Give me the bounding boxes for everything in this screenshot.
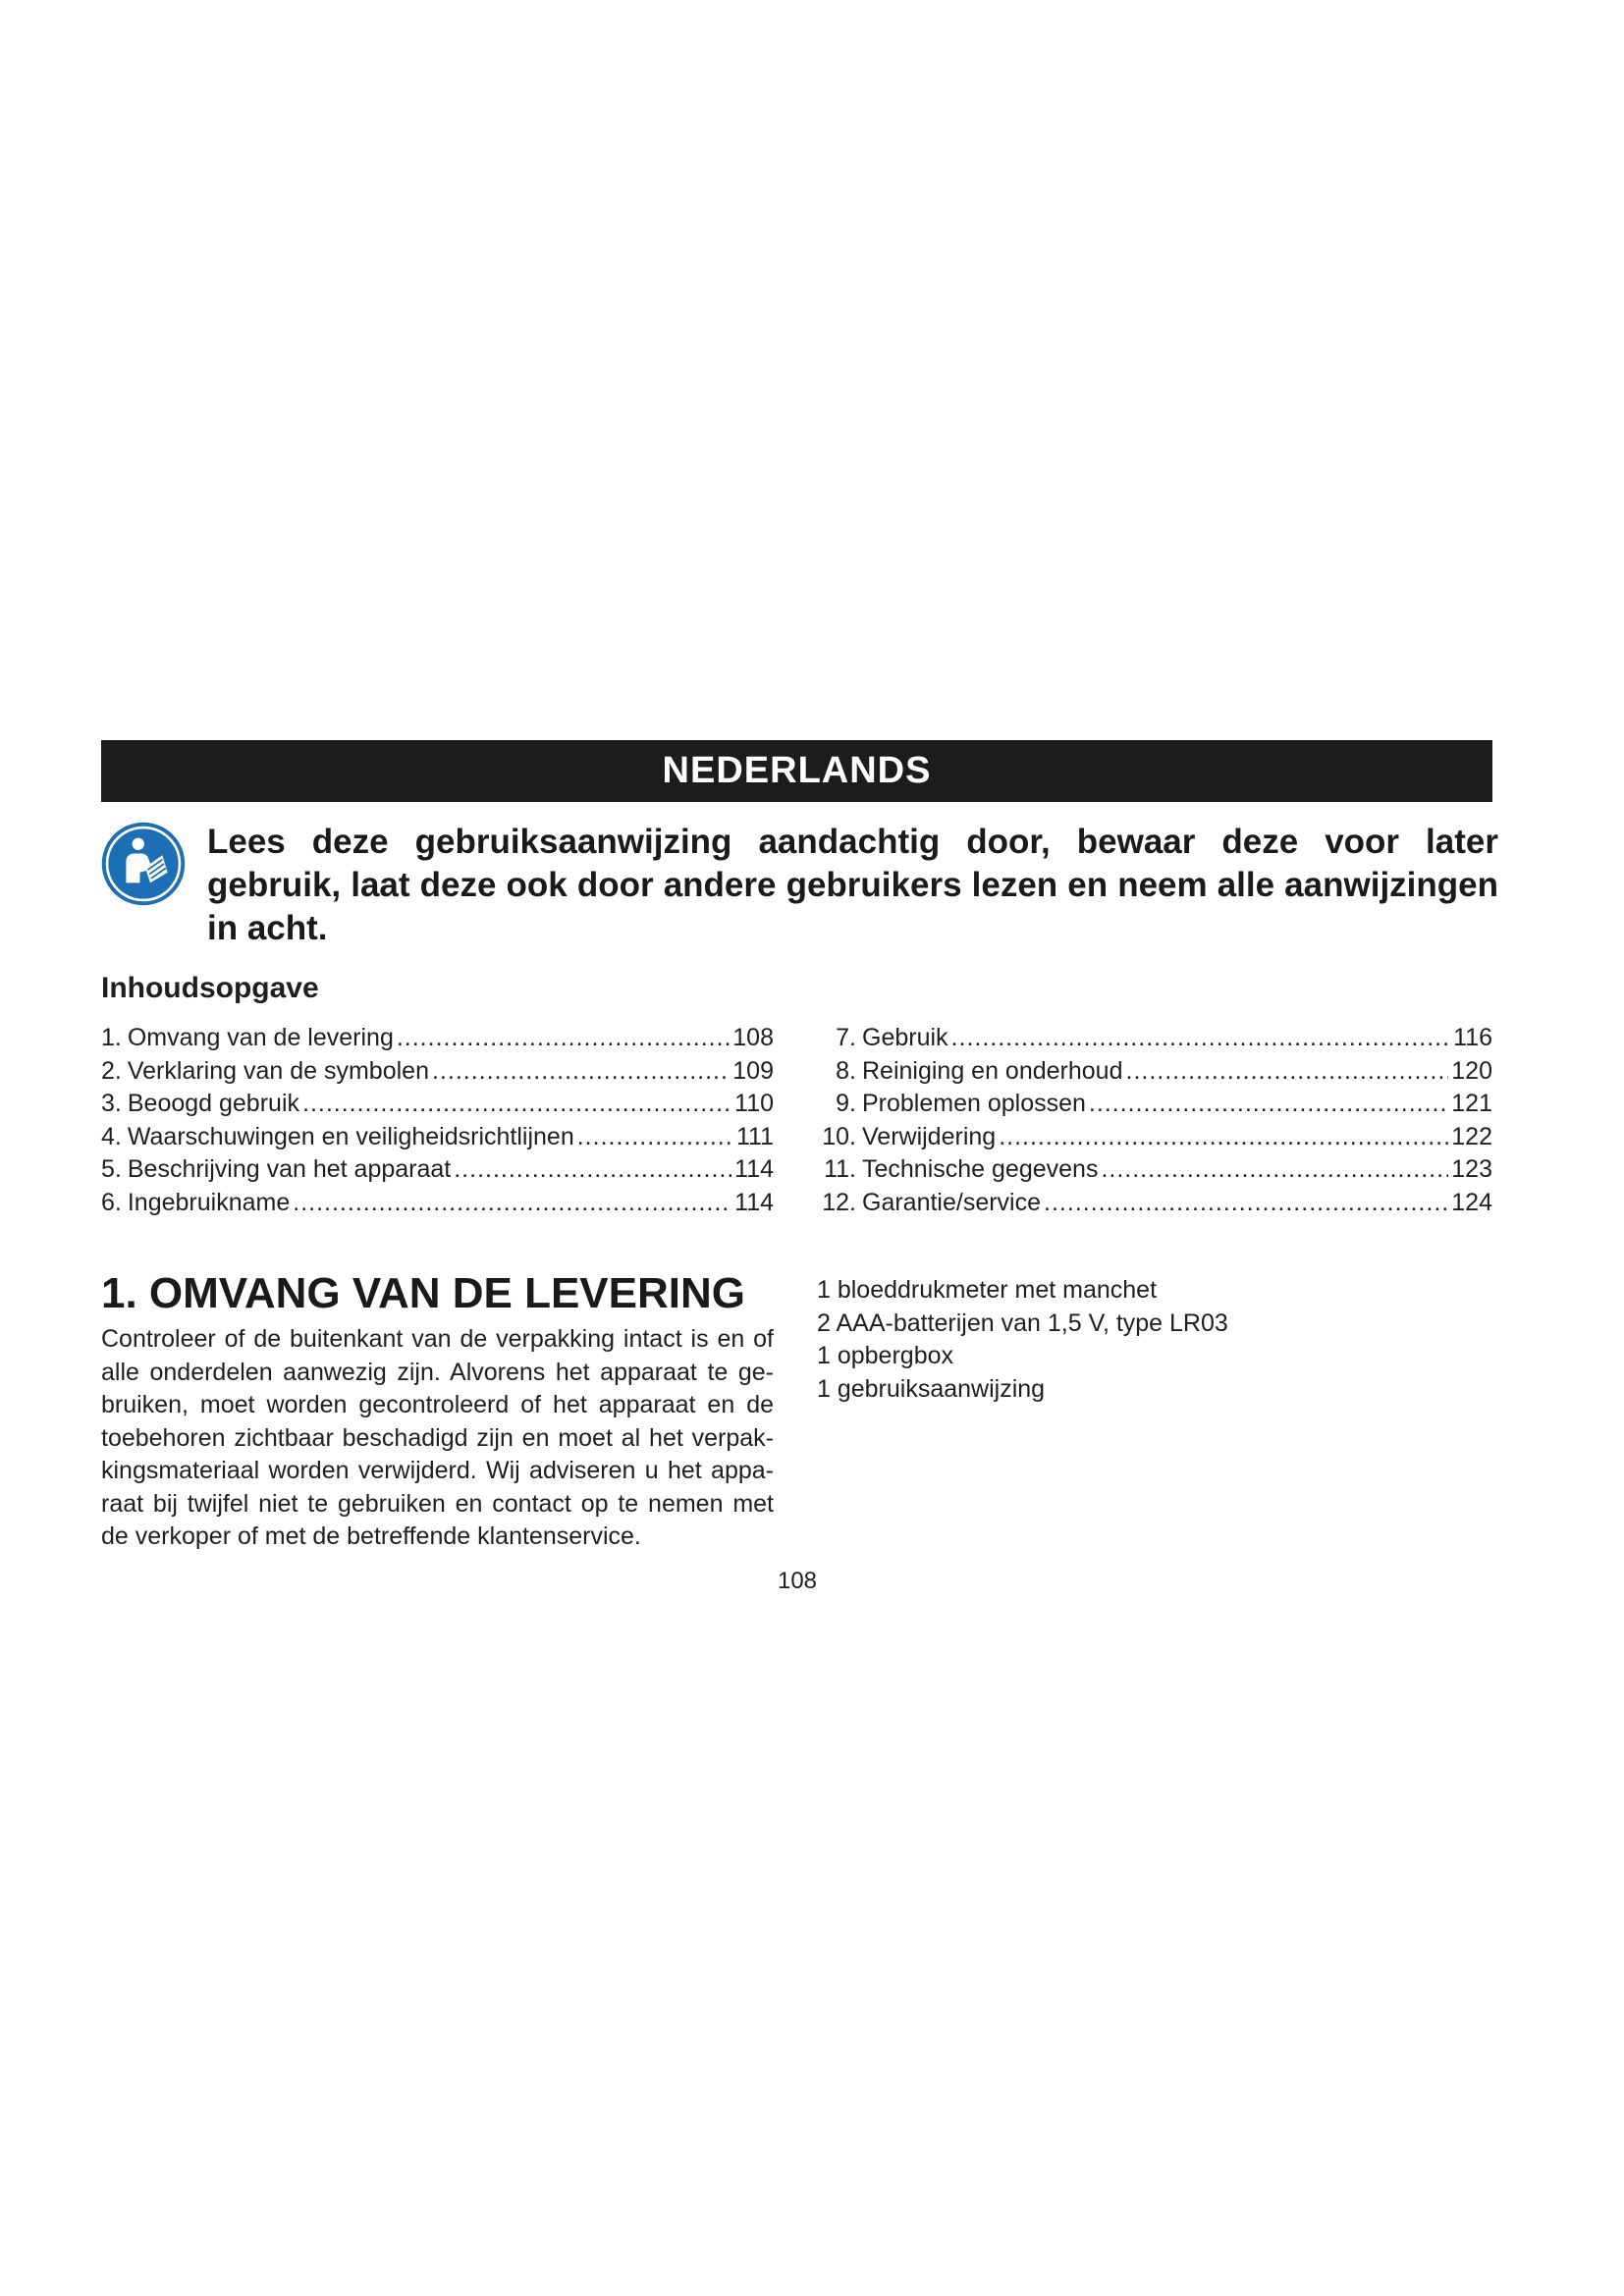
toc-entry-number: 8. <box>836 1056 856 1085</box>
toc-dot-leader <box>1101 1155 1448 1184</box>
toc-entry[interactable] <box>817 1155 1492 1189</box>
toc-entry[interactable] <box>101 1189 774 1222</box>
toc-entry[interactable] <box>101 1123 774 1156</box>
toc-entry-page: 121 <box>1451 1090 1492 1117</box>
list-item: 2 AAA-batterijen van 1,5 V, type LR03 <box>817 1308 1228 1337</box>
delivery-contents-list <box>817 1274 1228 1406</box>
toc-entry[interactable] <box>817 1123 1492 1156</box>
toc-entry-number: 12. <box>822 1188 856 1216</box>
language-title: NEDERLANDS <box>662 750 932 791</box>
toc-entry-number: 3. <box>101 1090 122 1117</box>
language-banner <box>101 740 1492 802</box>
toc-entry-label: Beschrijving van het apparaat <box>127 1155 452 1183</box>
toc-entry-label: Gebruik <box>862 1024 948 1051</box>
toc-dot-leader <box>577 1123 733 1151</box>
toc-entry-page: 123 <box>1451 1155 1492 1183</box>
read-manual-icon <box>100 821 187 907</box>
toc-dot-leader <box>951 1024 1451 1052</box>
list-item: 1 bloeddrukmeter met manchet <box>817 1276 1158 1304</box>
toc-dot-leader <box>302 1090 731 1118</box>
toc-entry-label: Garantie/service <box>862 1188 1042 1216</box>
section-title: 1. OMVANG VAN DE LEVERING <box>101 1269 746 1317</box>
toc-entry-number: 1. <box>101 1024 122 1051</box>
toc-dot-leader <box>999 1123 1448 1151</box>
toc-entry[interactable] <box>101 1057 774 1091</box>
toc-entry[interactable] <box>817 1057 1492 1091</box>
toc-entry-page: 110 <box>734 1090 774 1117</box>
toc-entry-page: 111 <box>735 1122 774 1150</box>
toc-entry-number: 11. <box>824 1155 856 1183</box>
toc-entry[interactable] <box>817 1024 1492 1057</box>
toc-dot-leader <box>454 1155 731 1184</box>
toc-entry-number: 2. <box>101 1056 122 1085</box>
page-number: 108 <box>777 1568 818 1594</box>
toc-entry-label: Omvang van de levering <box>127 1024 394 1051</box>
toc-right-column <box>817 1024 1492 1221</box>
list-item: 1 opbergbox <box>817 1342 954 1369</box>
toc-dot-leader <box>397 1024 730 1052</box>
toc-entry-label: Beoogd gebruik <box>127 1090 299 1117</box>
toc-entry[interactable] <box>101 1090 774 1123</box>
toc-entry-number: 7. <box>836 1024 856 1051</box>
list-item: 1 gebruiksaanwijzing <box>817 1374 1046 1403</box>
toc-entry-label: Reiniging en onderhoud <box>862 1056 1123 1085</box>
toc-dot-leader <box>293 1189 731 1217</box>
toc-entry[interactable] <box>101 1024 774 1057</box>
toc-entry-label: Ingebruikname <box>127 1188 291 1216</box>
toc-entry-page: 108 <box>732 1024 774 1051</box>
toc-entry[interactable] <box>817 1189 1492 1222</box>
toc-entry-page: 109 <box>732 1056 774 1085</box>
toc-entry-page: 114 <box>734 1155 774 1183</box>
toc-entry-label: Verwijdering <box>862 1122 997 1150</box>
toc-entry-label: Waarschuwingen en veiligheidsrichtlijnen <box>127 1122 574 1150</box>
toc-entry-page: 120 <box>1451 1056 1492 1085</box>
toc-entry-number: 9. <box>836 1090 856 1117</box>
toc-entry[interactable] <box>101 1155 774 1189</box>
toc-dot-leader <box>1044 1189 1448 1217</box>
toc-entry-page: 116 <box>1453 1024 1492 1051</box>
toc-entry[interactable] <box>817 1090 1492 1123</box>
toc-entry-page: 124 <box>1451 1188 1492 1216</box>
toc-entry-label: Verklaring van de symbolen <box>127 1056 429 1085</box>
toc-heading: Inhoudsopgave <box>101 972 319 1004</box>
toc-dot-leader <box>1126 1057 1449 1086</box>
section-body-text: Controleer of de buitenkant van de verpakking intact is en of alle onderdelen aanwezig zijn. Alvorens het apparaat te gebruiken, moet worden gecontroleerd of het apparaat en de toebehoren zichtbaar beschadigd zijn en moet al het verpakkingsmateriaal worden verwijderd. Wij adviseren u het apparaat bij twijfel niet te gebruiken en contact op te nemen met de verkoper of met de betreffende klantenservice. <box>101 1325 774 1550</box>
toc-dot-leader <box>1089 1090 1448 1118</box>
toc-entry-number: 10. <box>822 1122 856 1150</box>
toc-dot-leader <box>432 1057 730 1086</box>
toc-entry-number: 4. <box>101 1122 122 1150</box>
toc-entry-page: 122 <box>1451 1122 1492 1150</box>
toc-entry-number: 5. <box>101 1155 122 1183</box>
toc-left-column <box>101 1024 774 1221</box>
toc-entry-number: 6. <box>101 1188 122 1216</box>
toc-entry-page: 114 <box>734 1188 774 1216</box>
toc-entry-label: Problemen oplossen <box>862 1090 1086 1117</box>
toc-entry-label: Technische gegevens <box>862 1155 1099 1183</box>
intro-warning-text: Lees deze gebruiksaanwijzing aandachtig door, bewaar deze voor later gebruik, laat deze ook door andere gebruikers lezen en neem alle aanwijzingen in acht. <box>207 823 1498 947</box>
